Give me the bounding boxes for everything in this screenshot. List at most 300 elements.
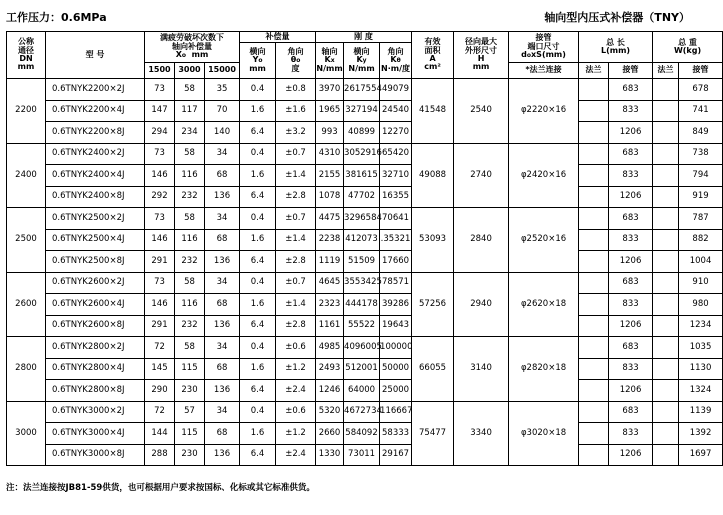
- axial-comp-15000: 34: [205, 143, 240, 165]
- lateral-comp: 1.6: [240, 229, 276, 251]
- table-row: [7, 122, 723, 144]
- angular-comp: ±1.2: [276, 358, 316, 380]
- length-pipe: 1206: [609, 315, 653, 337]
- weight-pipe: 794: [679, 165, 723, 187]
- lateral-comp: 6.4: [240, 186, 276, 208]
- weight-pipe: 741: [679, 100, 723, 122]
- lateral-stiffness: 412073: [344, 229, 380, 251]
- lateral-stiffness: 584092: [344, 423, 380, 445]
- stiffness-header: 刚 度: [316, 32, 412, 43]
- table-row: [7, 208, 723, 230]
- lateral-stiffness: 3296584: [344, 208, 380, 230]
- product-title: 轴向型内压式补偿器（TNY）: [544, 11, 690, 24]
- length-pipe: 683: [609, 401, 653, 423]
- axial-comp-15000: 68: [205, 165, 240, 187]
- weight-pipe: 910: [679, 272, 723, 294]
- table-row: [7, 186, 723, 208]
- length-flange-cell: [579, 165, 609, 187]
- working-pressure: 工作压力：0.6MPa: [6, 11, 107, 24]
- axial-comp-3000: 230: [175, 380, 205, 402]
- weight-flange-cell: [653, 401, 679, 423]
- lateral-stiffness: 327194: [344, 100, 380, 122]
- model-number: 0.6TNYK2500×8J: [46, 251, 145, 273]
- axial-comp-3000: 115: [175, 423, 205, 445]
- angular-stiffness: 32710: [380, 165, 412, 187]
- angular-comp: ±2.4: [276, 444, 316, 466]
- angular-comp: ±0.7: [276, 272, 316, 294]
- angular-stiffness: 100000: [380, 337, 412, 359]
- angular-comp: ±0.8: [276, 79, 316, 101]
- model-number: 0.6TNYK2800×8J: [46, 380, 145, 402]
- lateral-comp: 0.4: [240, 208, 276, 230]
- pipe-end-size: φ2820×18: [509, 337, 579, 402]
- lateral-comp: 6.4: [240, 380, 276, 402]
- axial-stiffness: 5320: [316, 401, 344, 423]
- outer-size: 3340: [454, 401, 509, 466]
- effective-area: 57256: [412, 272, 454, 337]
- outer-size: 2840: [454, 208, 509, 273]
- angular-stiffness: 49079: [380, 79, 412, 101]
- length-pipe: 833: [609, 358, 653, 380]
- axial-comp-15000: 34: [205, 401, 240, 423]
- axial-comp-1500: 294: [145, 122, 175, 144]
- area-header: 有效 面积 A cm²: [412, 32, 454, 79]
- weight-flange-cell: [653, 251, 679, 273]
- axial-stiffness: 2493: [316, 358, 344, 380]
- length-pipe: 1206: [609, 186, 653, 208]
- length-pipe: 833: [609, 165, 653, 187]
- length-flange-cell: [579, 444, 609, 466]
- angular-comp: ±1.4: [276, 229, 316, 251]
- length-header: 总 长 L(mm): [579, 32, 653, 63]
- nominal-diameter: 3000: [7, 401, 46, 466]
- angular-comp: ±0.6: [276, 401, 316, 423]
- angular-comp-header: 角向 θo 度: [276, 43, 316, 79]
- weight-flange-cell: [653, 208, 679, 230]
- length-flange-cell: [579, 315, 609, 337]
- table-row: [7, 165, 723, 187]
- angular-stiffness: .35321: [380, 229, 412, 251]
- axial-comp-3000: 58: [175, 143, 205, 165]
- angular-stiffness: 39286: [380, 294, 412, 316]
- axial-comp-1500: 290: [145, 380, 175, 402]
- length-pipe: 833: [609, 100, 653, 122]
- outer-size: 2540: [454, 79, 509, 144]
- length-pipe: 683: [609, 337, 653, 359]
- weight-flange-cell: [653, 380, 679, 402]
- weight-pipe: 980: [679, 294, 723, 316]
- nominal-diameter: 2800: [7, 337, 46, 402]
- weight-pipe-header: 接管: [679, 63, 723, 79]
- lateral-comp: 1.6: [240, 165, 276, 187]
- lateral-comp: 6.4: [240, 444, 276, 466]
- weight-pipe: 1139: [679, 401, 723, 423]
- angular-stiffness: 65420: [380, 143, 412, 165]
- length-pipe: 683: [609, 143, 653, 165]
- axial-comp-15000: 68: [205, 423, 240, 445]
- table-row: [7, 444, 723, 466]
- axial-comp-15000: 34: [205, 337, 240, 359]
- axial-comp-15000: 35: [205, 79, 240, 101]
- axial-comp-3000: 58: [175, 337, 205, 359]
- axial-comp-1500: 292: [145, 186, 175, 208]
- lateral-stiffness: 444178: [344, 294, 380, 316]
- axial-comp-15000: 68: [205, 294, 240, 316]
- angular-comp: ±3.2: [276, 122, 316, 144]
- length-pipe: 1206: [609, 251, 653, 273]
- axial-comp-1500: 73: [145, 208, 175, 230]
- footnote: 注：法兰连接按JB81-59供货，也可根据用户要求按国标、化标或其它标准供货。: [6, 483, 315, 493]
- axial-stiffness: 1330: [316, 444, 344, 466]
- lateral-stiffness: 512001: [344, 358, 380, 380]
- axial-stiffness: 4645: [316, 272, 344, 294]
- axial-comp-15000: 140: [205, 122, 240, 144]
- lateral-comp: 0.4: [240, 401, 276, 423]
- nominal-diameter: 2200: [7, 79, 46, 144]
- table-row: [7, 100, 723, 122]
- axial-comp-1500: 291: [145, 251, 175, 273]
- angular-comp: ±2.4: [276, 380, 316, 402]
- axial-comp-15000: 70: [205, 100, 240, 122]
- length-flange-header: 法兰: [579, 63, 609, 79]
- weight-pipe: 1392: [679, 423, 723, 445]
- axial-comp-15000: 136: [205, 186, 240, 208]
- axial-comp-3000: 232: [175, 315, 205, 337]
- effective-area: 41548: [412, 79, 454, 144]
- length-flange-cell: [579, 358, 609, 380]
- effective-area: 53093: [412, 208, 454, 273]
- axial-comp-1500: 146: [145, 165, 175, 187]
- lateral-stiffness: 55522: [344, 315, 380, 337]
- length-flange-cell: [579, 122, 609, 144]
- table-row: [7, 294, 723, 316]
- length-flange-cell: [579, 423, 609, 445]
- lateral-comp: 6.4: [240, 315, 276, 337]
- axial-comp-3000: 57: [175, 401, 205, 423]
- axial-comp-15000: 68: [205, 229, 240, 251]
- length-flange-cell: [579, 208, 609, 230]
- weight-flange-cell: [653, 122, 679, 144]
- weight-flange-header: 法兰: [653, 63, 679, 79]
- axial-comp-15000: 136: [205, 315, 240, 337]
- axial-comp-15000: 136: [205, 380, 240, 402]
- effective-area: 49088: [412, 143, 454, 208]
- weight-flange-cell: [653, 100, 679, 122]
- axial-comp-1500: 146: [145, 229, 175, 251]
- axial-comp-3000: 117: [175, 100, 205, 122]
- axial-stiffness: 1965: [316, 100, 344, 122]
- model-number: 0.6TNYK2800×2J: [46, 337, 145, 359]
- model-number: 0.6TNYK2200×8J: [46, 122, 145, 144]
- model-number: 0.6TNYK2400×8J: [46, 186, 145, 208]
- axial-comp-1500: 145: [145, 358, 175, 380]
- weight-flange-cell: [653, 186, 679, 208]
- table-row: [7, 315, 723, 337]
- table-row: [7, 401, 723, 423]
- lateral-stiffness: 64000: [344, 380, 380, 402]
- lateral-stiffness: 381615: [344, 165, 380, 187]
- weight-pipe: 1697: [679, 444, 723, 466]
- length-flange-cell: [579, 337, 609, 359]
- pipe-end-size: φ3020×18: [509, 401, 579, 466]
- angular-stiffness: 17660: [380, 251, 412, 273]
- dn-header: 公称 通径 DN mm: [7, 32, 46, 79]
- weight-flange-cell: [653, 272, 679, 294]
- pipe-end-size: φ2520×16: [509, 208, 579, 273]
- length-pipe: 1206: [609, 444, 653, 466]
- flange-note-header: *法兰连接: [509, 63, 579, 79]
- weight-pipe: 678: [679, 79, 723, 101]
- table-row: [7, 358, 723, 380]
- weight-pipe: 849: [679, 122, 723, 144]
- lateral-comp: 6.4: [240, 251, 276, 273]
- model-number: 0.6TNYK2800×4J: [46, 358, 145, 380]
- weight-pipe: 738: [679, 143, 723, 165]
- axial-stiff-header: 轴向 Kx N/mm: [316, 43, 344, 79]
- outer-size: 2740: [454, 143, 509, 208]
- angular-comp: ±0.7: [276, 208, 316, 230]
- model-number: 0.6TNYK2500×2J: [46, 208, 145, 230]
- length-flange-cell: [579, 401, 609, 423]
- cycles-3000: 3000: [175, 63, 205, 79]
- table-row: [7, 337, 723, 359]
- weight-pipe: 1324: [679, 380, 723, 402]
- model-number: 0.6TNYK2600×2J: [46, 272, 145, 294]
- axial-comp-header: 满疲劳破坏次数下 轴向补偿量 Xo mm: [145, 32, 240, 63]
- axial-comp-3000: 234: [175, 122, 205, 144]
- angular-stiffness: 29167: [380, 444, 412, 466]
- table-row: [7, 79, 723, 101]
- model-number: 0.6TNYK3000×4J: [46, 423, 145, 445]
- length-pipe: 833: [609, 423, 653, 445]
- angular-comp: ±1.4: [276, 165, 316, 187]
- table-row: [7, 380, 723, 402]
- length-flange-cell: [579, 251, 609, 273]
- lateral-comp: 0.4: [240, 143, 276, 165]
- axial-comp-3000: 116: [175, 229, 205, 251]
- model-number: 0.6TNYK2200×2J: [46, 79, 145, 101]
- length-pipe-header: 接管: [609, 63, 653, 79]
- pipe-end-size: φ2220×16: [509, 79, 579, 144]
- axial-stiffness: 4310: [316, 143, 344, 165]
- axial-comp-15000: 34: [205, 272, 240, 294]
- axial-comp-3000: 116: [175, 294, 205, 316]
- model-number: 0.6TNYK3000×2J: [46, 401, 145, 423]
- weight-flange-cell: [653, 79, 679, 101]
- length-flange-cell: [579, 79, 609, 101]
- angular-stiffness: 58333: [380, 423, 412, 445]
- weight-flange-cell: [653, 423, 679, 445]
- angular-comp: ±1.4: [276, 294, 316, 316]
- lateral-stiff-header: 横向 Ky N/mm: [344, 43, 380, 79]
- page-header: [6, 9, 690, 25]
- lateral-comp: 0.4: [240, 79, 276, 101]
- axial-comp-1500: 72: [145, 337, 175, 359]
- nominal-diameter: 2600: [7, 272, 46, 337]
- length-flange-cell: [579, 272, 609, 294]
- table-row: [7, 251, 723, 273]
- model-number: 0.6TNYK2400×2J: [46, 143, 145, 165]
- axial-stiffness: 4475: [316, 208, 344, 230]
- angular-stiffness: 24540: [380, 100, 412, 122]
- axial-comp-1500: 72: [145, 401, 175, 423]
- model-number: 0.6TNYK2200×4J: [46, 100, 145, 122]
- axial-stiffness: 4985: [316, 337, 344, 359]
- length-pipe: 683: [609, 208, 653, 230]
- lateral-stiffness: 2617554: [344, 79, 380, 101]
- axial-stiffness: 1246: [316, 380, 344, 402]
- axial-comp-3000: 58: [175, 272, 205, 294]
- angular-comp: ±1.6: [276, 100, 316, 122]
- angular-comp: ±2.8: [276, 315, 316, 337]
- angular-stiffness: 12270: [380, 122, 412, 144]
- table-row: [7, 423, 723, 445]
- weight-flange-cell: [653, 444, 679, 466]
- weight-flange-cell: [653, 337, 679, 359]
- pipe-end-header: 接管 端口尺寸 doxS(mm): [509, 32, 579, 63]
- lateral-comp: 0.4: [240, 272, 276, 294]
- lateral-comp: 1.6: [240, 358, 276, 380]
- axial-comp-1500: 291: [145, 315, 175, 337]
- length-flange-cell: [579, 100, 609, 122]
- lateral-comp: 1.6: [240, 294, 276, 316]
- axial-comp-3000: 116: [175, 165, 205, 187]
- model-number: 0.6TNYK3000×8J: [46, 444, 145, 466]
- angular-stiffness: 78571: [380, 272, 412, 294]
- axial-comp-1500: 288: [145, 444, 175, 466]
- effective-area: 66055: [412, 337, 454, 402]
- axial-stiffness: 2660: [316, 423, 344, 445]
- length-pipe: 833: [609, 229, 653, 251]
- lateral-stiffness: 40899: [344, 122, 380, 144]
- table-row: [7, 143, 723, 165]
- angular-comp: ±1.2: [276, 423, 316, 445]
- length-pipe: 683: [609, 272, 653, 294]
- cycles-1500: 1500: [145, 63, 175, 79]
- axial-comp-15000: 34: [205, 208, 240, 230]
- length-pipe: 1206: [609, 122, 653, 144]
- axial-comp-15000: 68: [205, 358, 240, 380]
- angular-comp: ±2.8: [276, 251, 316, 273]
- weight-flange-cell: [653, 294, 679, 316]
- effective-area: 75477: [412, 401, 454, 466]
- lateral-comp: 0.4: [240, 337, 276, 359]
- angular-stiff-header: 角向 Kθ N·m/度: [380, 43, 412, 79]
- lateral-comp: 1.6: [240, 423, 276, 445]
- length-pipe: 1206: [609, 380, 653, 402]
- weight-flange-cell: [653, 165, 679, 187]
- axial-comp-1500: 147: [145, 100, 175, 122]
- lateral-comp-header: 横向 Yo mm: [240, 43, 276, 79]
- lateral-comp: 1.6: [240, 100, 276, 122]
- axial-comp-3000: 58: [175, 79, 205, 101]
- weight-pipe: 882: [679, 229, 723, 251]
- angular-stiffness: 116667: [380, 401, 412, 423]
- axial-comp-1500: 73: [145, 143, 175, 165]
- lateral-stiffness: 4096005: [344, 337, 380, 359]
- axial-stiffness: 1119: [316, 251, 344, 273]
- angular-comp: ±2.8: [276, 186, 316, 208]
- nominal-diameter: 2400: [7, 143, 46, 208]
- spec-table: [6, 31, 723, 466]
- nominal-diameter: 2500: [7, 208, 46, 273]
- axial-stiffness: 2238: [316, 229, 344, 251]
- axial-stiffness: 993: [316, 122, 344, 144]
- angular-stiffness: 16355: [380, 186, 412, 208]
- axial-comp-3000: 232: [175, 186, 205, 208]
- weight-flange-cell: [653, 229, 679, 251]
- model-number: 0.6TNYK2600×4J: [46, 294, 145, 316]
- outer-size-header: 径向最大 外形尺寸 H mm: [454, 32, 509, 79]
- lateral-stiffness: 4672734: [344, 401, 380, 423]
- weight-flange-cell: [653, 358, 679, 380]
- axial-stiffness: 2155: [316, 165, 344, 187]
- angular-comp: ±0.6: [276, 337, 316, 359]
- angular-stiffness: 19643: [380, 315, 412, 337]
- lateral-comp: 6.4: [240, 122, 276, 144]
- length-flange-cell: [579, 229, 609, 251]
- angular-stiffness: 70641: [380, 208, 412, 230]
- lateral-stiffness: 3052916: [344, 143, 380, 165]
- axial-comp-1500: 73: [145, 272, 175, 294]
- length-pipe: 683: [609, 79, 653, 101]
- axial-comp-1500: 73: [145, 79, 175, 101]
- spec-table-body: [7, 79, 723, 466]
- weight-pipe: 919: [679, 186, 723, 208]
- axial-comp-3000: 115: [175, 358, 205, 380]
- angular-stiffness: 50000: [380, 358, 412, 380]
- lateral-stiffness: 47702: [344, 186, 380, 208]
- model-header: 型 号: [46, 32, 145, 79]
- axial-comp-3000: 58: [175, 208, 205, 230]
- axial-stiffness: 1078: [316, 186, 344, 208]
- weight-pipe: 787: [679, 208, 723, 230]
- pipe-end-size: φ2420×16: [509, 143, 579, 208]
- weight-flange-cell: [653, 143, 679, 165]
- table-row: [7, 272, 723, 294]
- angular-comp: ±0.7: [276, 143, 316, 165]
- weight-header: 总 重 W(kg): [653, 32, 723, 63]
- weight-pipe: 1004: [679, 251, 723, 273]
- weight-pipe: 1234: [679, 315, 723, 337]
- outer-size: 3140: [454, 337, 509, 402]
- axial-stiffness: 3970: [316, 79, 344, 101]
- length-flange-cell: [579, 143, 609, 165]
- length-pipe: 833: [609, 294, 653, 316]
- length-flange-cell: [579, 186, 609, 208]
- angular-stiffness: 25000: [380, 380, 412, 402]
- lateral-stiffness: 51509: [344, 251, 380, 273]
- lateral-stiffness: 73011: [344, 444, 380, 466]
- model-number: 0.6TNYK2600×8J: [46, 315, 145, 337]
- lateral-stiffness: 3553425: [344, 272, 380, 294]
- axial-stiffness: 2323: [316, 294, 344, 316]
- model-number: 0.6TNYK2400×4J: [46, 165, 145, 187]
- length-flange-cell: [579, 294, 609, 316]
- axial-comp-1500: 146: [145, 294, 175, 316]
- outer-size: 2940: [454, 272, 509, 337]
- length-flange-cell: [579, 380, 609, 402]
- pipe-end-size: φ2620×18: [509, 272, 579, 337]
- cycles-15000: 15000: [205, 63, 240, 79]
- axial-comp-3000: 230: [175, 444, 205, 466]
- axial-stiffness: 1161: [316, 315, 344, 337]
- comp-header: 补偿量: [240, 32, 316, 43]
- weight-flange-cell: [653, 315, 679, 337]
- axial-comp-15000: 136: [205, 444, 240, 466]
- weight-pipe: 1035: [679, 337, 723, 359]
- axial-comp-1500: 144: [145, 423, 175, 445]
